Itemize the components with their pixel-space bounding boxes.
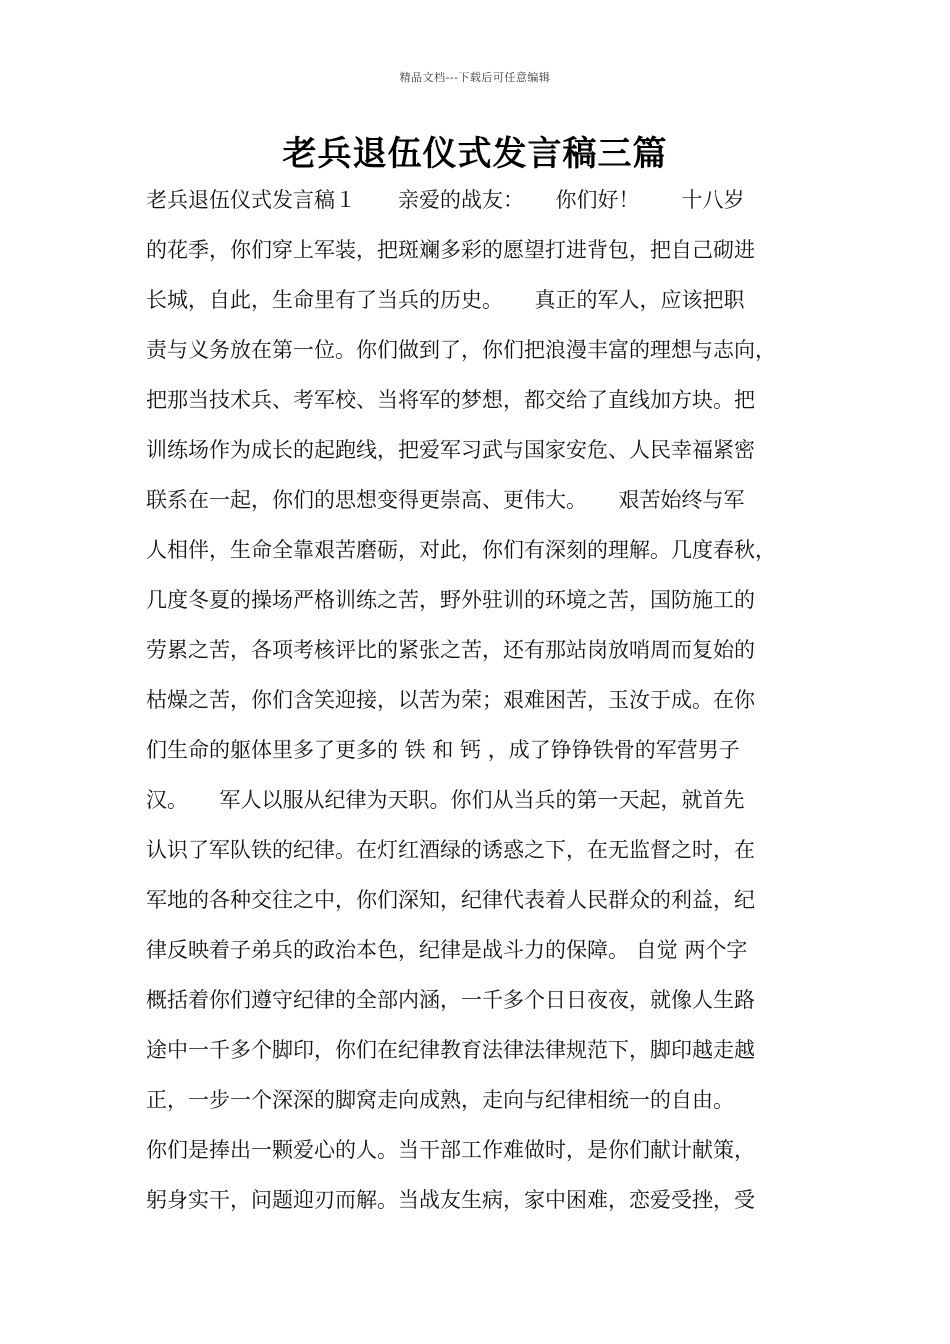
- body-line: 概括着你们遵守纪律的全部内涵，一千多个日日夜夜，就像人生路: [146, 988, 755, 1012]
- body-line: 长城，自此，生命里有了当兵的历史。 真正的军人，应该把职: [146, 288, 745, 312]
- body-line: 训练场作为成长的起跑线，把爱军习武与国家安危、人民幸福紧密: [146, 438, 755, 462]
- body-line: 老兵退伍仪式发言稿１ 亲爱的战友： 你们好！ 十八岁: [146, 188, 745, 212]
- document-title: 老兵退伍仪式发言稿三篇: [282, 134, 668, 174]
- body-line: 枯燥之苦，你们含笑迎接，以苦为荣；艰难困苦，玉汝于成。在你: [146, 688, 755, 712]
- body-line: 几度冬夏的操场严格训练之苦，野外驻训的环境之苦，国防施工的: [146, 588, 755, 612]
- body-line: 劳累之苦，各项考核评比的紧张之苦，还有那站岗放哨周而复始的: [146, 638, 755, 662]
- body-line: 你们是捧出一颗爱心的人。当干部工作难做时，是你们献计献策，: [146, 1138, 755, 1162]
- body-line: 躬身实干，问题迎刃而解。当战友生病，家中困难，恋爱受挫，受: [146, 1188, 755, 1212]
- body-line: 认识了军队铁的纪律。在灯红酒绿的诱惑之下，在无监督之时，在: [146, 838, 755, 862]
- body-line: 把那当技术兵、考军校、当将军的梦想，都交给了直线加方块。把: [146, 388, 755, 412]
- body-line: 途中一千多个脚印，你们在纪律教育法律法律规范下，脚印越走越: [146, 1038, 755, 1062]
- body-line: 人相伴，生命全靠艰苦磨砺，对此，你们有深刻的理解。几度春秋，: [146, 538, 776, 562]
- body-line: 的花季，你们穿上军装，把斑斓多彩的愿望打进背包，把自己砌进: [146, 238, 755, 262]
- body-line: 汉。 军人以服从纪律为天职。你们从当兵的第一天起，就首先: [146, 788, 745, 812]
- document-body: [146, 183, 836, 1233]
- body-line: 责与义务放在第一位。你们做到了，你们把浪漫丰富的理想与志向，: [146, 338, 776, 362]
- body-line: 联系在一起，你们的思想变得更崇高、更伟大。 艰苦始终与军: [146, 488, 745, 512]
- body-line: 正，一步一个深深的脚窝走向成熟，走向与纪律相统一的自由。: [146, 1088, 734, 1112]
- page-header: 精品文档---下载后可任意编辑: [399, 71, 551, 84]
- body-line: 军地的各种交往之中，你们深知，纪律代表着人民群众的利益，纪: [146, 888, 755, 912]
- body-line: 们生命的躯体里多了更多的 铁 和 钙 ，成了铮铮铁骨的军营男子: [146, 738, 740, 762]
- body-line: 律反映着子弟兵的政治本色，纪律是战斗力的保障。 自觉 两个字: [146, 938, 748, 962]
